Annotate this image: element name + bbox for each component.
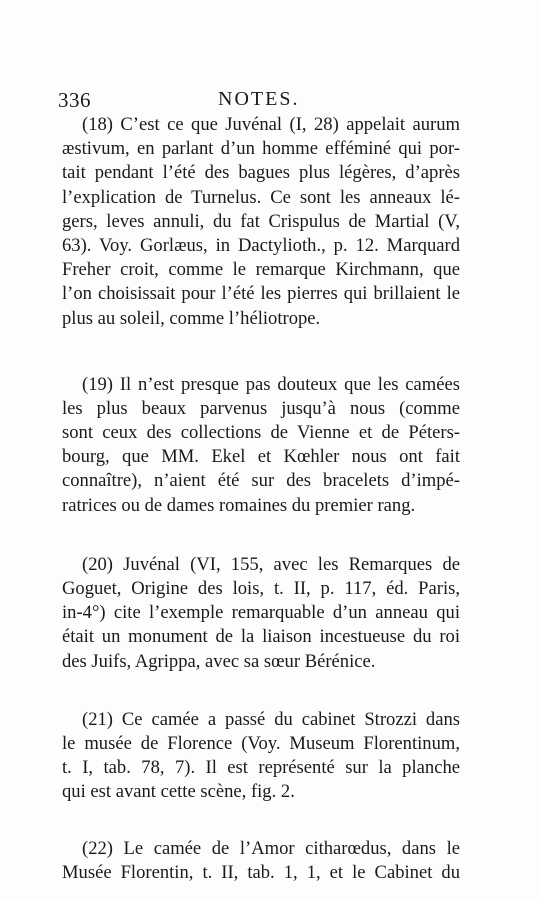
page-number: 336 — [58, 88, 91, 112]
notes-body — [62, 113, 460, 885]
note-line: ratrices ou de dames romaines du premier rang. — [62, 494, 416, 516]
running-title: NOTES. — [218, 88, 300, 110]
note-line: (18) C’est ce que Juvénal (I, 28) appelait aurum — [82, 114, 460, 135]
note-line: Goguet, Origine des lois, t. II, p. 117, éd. Paris, — [62, 578, 460, 599]
note-line: plus au soleil, comme l’héliotrope. — [62, 307, 321, 329]
note-line: 63). Voy. Gorlæus, in Dactylioth., p. 12. Marquard — [62, 234, 460, 256]
note-line: l’explication de Turnelus. Ce sont les anneaux lé- — [62, 186, 460, 208]
note-21 — [62, 708, 460, 805]
note-line: bourg, que MM. Ekel et Kœhler nous ont fait — [62, 446, 460, 468]
note-line: le musée de Florence (Voy. Museum Florentinum, — [62, 732, 460, 754]
note-line: (19) Il n’est presque pas douteux que les camées — [82, 373, 460, 395]
note-18 — [62, 113, 460, 331]
note-line: æstivum, en parlant d’un homme efféminé qui por- — [62, 138, 460, 160]
note-22 — [62, 837, 460, 885]
note-line: qui est avant cette scène, fig. 2. — [62, 781, 295, 803]
note-line: Freher croit, comme le remarque Kirchmann, que — [62, 259, 460, 281]
note-line: in-4°) cite l’exemple remarquable d’un anneau qui — [62, 602, 460, 624]
note-line: des Juifs, Agrippa, avec sa sœur Bérénice. — [62, 650, 376, 672]
page-header — [58, 88, 464, 114]
note-line: connaître), n’aient été sur des bracelets d’impé- — [62, 470, 460, 492]
note-line: l’on choisissait pour l’été les pierres qui brillaient le — [62, 283, 460, 305]
note-line: tait pendant l’été des bagues plus légères, d’après — [62, 162, 460, 184]
note-line: gers, leves annuli, du fat Crispulus de Martial (V, — [62, 210, 460, 232]
note-line: sont ceux des collections de Vienne et de Péters- — [62, 422, 460, 444]
note-19 — [62, 373, 460, 518]
note-20 — [62, 553, 460, 674]
note-line: (22) Le camée de l’Amor citharœdus, dans le — [82, 837, 460, 859]
note-line: les plus beaux parvenus jusqu’à nous (comme — [62, 397, 460, 419]
note-line: (20) Juvénal (VI, 155, avec les Remarques de — [82, 553, 460, 575]
note-line: t. I, tab. 78, 7). Il est représenté sur la planche — [62, 757, 460, 779]
note-line: (21) Ce camée a passé du cabinet Strozzi dans — [82, 708, 460, 730]
note-line: était un monument de la liaison incestueuse du roi — [62, 626, 460, 648]
note-line: Musée Florentin, t. II, tab. 1, 1, et le Cabinet du — [62, 861, 460, 883]
